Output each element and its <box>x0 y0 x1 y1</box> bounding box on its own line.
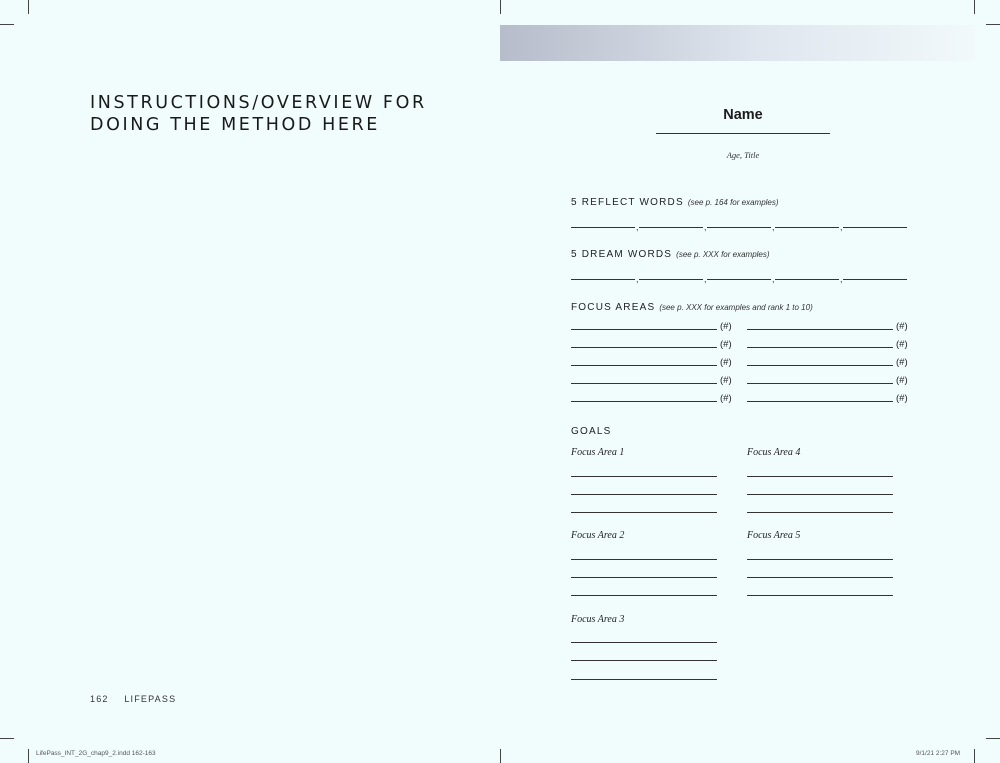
goal-line[interactable] <box>571 642 717 643</box>
reflect-word-4[interactable] <box>775 227 839 228</box>
crop-mark <box>500 749 501 763</box>
goal-line[interactable] <box>571 494 717 495</box>
focus-field[interactable] <box>571 383 717 384</box>
reflect-word-1[interactable] <box>571 227 635 228</box>
slug-filename: LifePass_INT_2G_chap9_2.indd 162-163 <box>36 750 156 757</box>
focus-entry <box>571 335 732 353</box>
rank-marker: (#) <box>896 338 908 350</box>
rank-marker: (#) <box>720 320 732 332</box>
rank-marker: (#) <box>896 374 908 386</box>
goal-line[interactable] <box>747 476 893 477</box>
crop-mark <box>0 24 14 25</box>
page-number: 162 <box>90 694 109 704</box>
rank-marker: (#) <box>896 320 908 332</box>
reflect-word-2[interactable] <box>639 227 703 228</box>
rank-marker: (#) <box>720 338 732 350</box>
page-heading <box>90 92 427 136</box>
goal-focus-area-3: Focus Area 3 <box>571 614 625 625</box>
dream-label: 5 DREAM WORDS <box>571 249 673 260</box>
goal-line[interactable] <box>571 512 717 513</box>
focus-field[interactable] <box>571 347 717 348</box>
crop-mark <box>0 738 14 739</box>
focus-entry <box>571 353 732 371</box>
goal-line[interactable] <box>747 577 893 578</box>
focus-areas-heading <box>571 302 813 313</box>
focus-entry <box>747 353 908 371</box>
dream-word-4[interactable] <box>775 279 839 280</box>
heading-line-2: DOING THE METHOD HERE <box>90 115 380 135</box>
reflect-word-blanks: , , , , <box>571 218 907 228</box>
crop-mark <box>28 749 29 763</box>
dream-word-blanks: , , , , <box>571 270 907 280</box>
age-title-label: Age, Title <box>726 150 760 160</box>
focus-field[interactable] <box>571 365 717 366</box>
focus-field[interactable] <box>571 401 717 402</box>
dream-note: (see p. XXX for examples) <box>676 250 770 259</box>
focus-entry <box>571 317 732 335</box>
rank-marker: (#) <box>720 392 732 404</box>
goal-line[interactable] <box>571 577 717 578</box>
folio <box>90 694 188 704</box>
reflect-note: (see p. 164 for examples) <box>687 198 779 207</box>
goal-line[interactable] <box>747 559 893 560</box>
reflect-label: 5 REFLECT WORDS <box>571 197 684 208</box>
crop-mark <box>974 749 975 763</box>
name-label: Name <box>723 107 763 123</box>
rank-marker: (#) <box>720 356 732 368</box>
rank-marker: (#) <box>720 374 732 386</box>
focus-entry <box>747 317 908 335</box>
goal-focus-area-2: Focus Area 2 <box>571 530 625 541</box>
goal-line[interactable] <box>571 476 717 477</box>
focus-field[interactable] <box>747 365 893 366</box>
reflect-word-5[interactable] <box>843 227 907 228</box>
slug-timestamp: 9/1/21 2:27 PM <box>916 750 961 757</box>
header-gradient-band <box>500 25 975 61</box>
focus-field[interactable] <box>571 329 717 330</box>
focus-field[interactable] <box>747 347 893 348</box>
focus-field[interactable] <box>747 383 893 384</box>
focus-entry <box>747 371 908 389</box>
dream-word-2[interactable] <box>639 279 703 280</box>
crop-mark <box>28 0 29 14</box>
heading-line-1: INSTRUCTIONS/OVERVIEW FOR <box>90 93 427 113</box>
goal-line[interactable] <box>747 494 893 495</box>
name-field-line[interactable] <box>656 133 830 134</box>
crop-mark <box>986 738 1000 739</box>
rank-marker: (#) <box>896 356 908 368</box>
goals-heading: GOALS <box>571 426 612 437</box>
goal-focus-area-4: Focus Area 4 <box>747 447 801 458</box>
crop-mark <box>500 0 501 14</box>
goal-focus-area-1: Focus Area 1 <box>571 447 625 458</box>
dream-word-1[interactable] <box>571 279 635 280</box>
focus-column-right <box>747 317 908 407</box>
goal-line[interactable] <box>571 660 717 661</box>
focus-entry <box>571 389 732 407</box>
goal-focus-area-5: Focus Area 5 <box>747 530 801 541</box>
crop-mark <box>974 0 975 14</box>
focus-entry <box>747 335 908 353</box>
goal-line[interactable] <box>571 595 717 596</box>
goal-line[interactable] <box>747 512 893 513</box>
goal-line[interactable] <box>747 595 893 596</box>
dream-word-5[interactable] <box>843 279 907 280</box>
rank-marker: (#) <box>896 392 908 404</box>
focus-field[interactable] <box>747 329 893 330</box>
dream-word-3[interactable] <box>707 279 771 280</box>
focus-entry <box>571 371 732 389</box>
focus-note: (see p. XXX for examples and rank 1 to 10) <box>659 303 813 312</box>
focus-label: FOCUS AREAS <box>571 302 656 313</box>
focus-entry <box>747 389 908 407</box>
goal-line[interactable] <box>571 679 717 680</box>
dream-words-heading <box>571 249 770 260</box>
reflect-word-3[interactable] <box>707 227 771 228</box>
crop-mark <box>986 24 1000 25</box>
focus-column-left <box>571 317 732 407</box>
running-title: LIFEPASS <box>124 694 177 704</box>
reflect-words-heading <box>571 197 779 208</box>
focus-field[interactable] <box>747 401 893 402</box>
goal-line[interactable] <box>571 559 717 560</box>
